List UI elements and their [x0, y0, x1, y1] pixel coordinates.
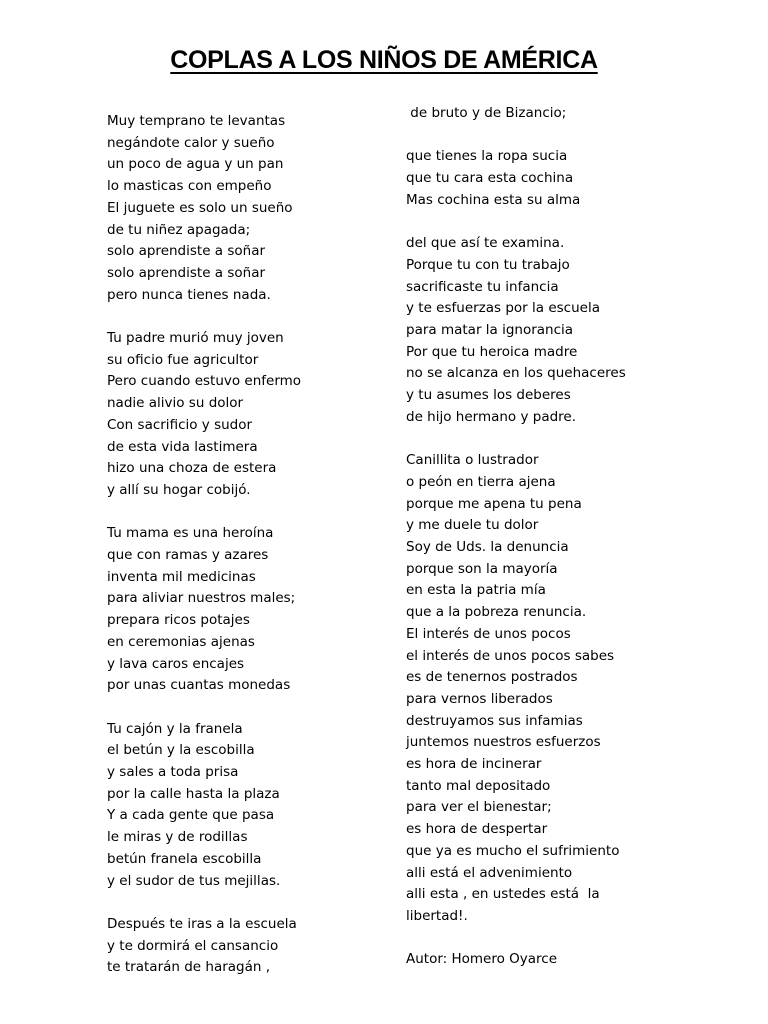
verse-line: juntemos nuestros esfuerzos: [406, 734, 601, 751]
verse-line: que tu cara esta cochina: [406, 170, 574, 187]
verse-line: de bruto y de Bizancio;: [406, 105, 567, 121]
poem-title: COPLAS A LOS NIÑOS DE AMÉRICA: [170, 46, 598, 74]
verse-line: que a la pobreza renuncia.: [406, 604, 587, 621]
verse-line: Muy temprano te levantas: [107, 113, 286, 129]
verse-line: Por que tu heroica madre: [406, 343, 578, 360]
verse-line: es de tenernos postrados: [406, 669, 578, 686]
verse-line: su oficio fue agricultor: [107, 351, 259, 368]
stanza: [406, 103, 706, 125]
verse-line: en esta la patria mía: [406, 582, 546, 599]
author-credit: Autor: Homero Oyarce: [406, 951, 558, 968]
verse-line: de tu niñez apagada;: [107, 221, 251, 238]
verse-line: del que así te examina.: [406, 235, 565, 252]
verse-line: de esta vida lastimera: [107, 438, 258, 455]
verse-line: para ver el bienestar;: [406, 799, 552, 816]
verse-line: o peón en tierra ajena: [406, 473, 556, 490]
verse-line: El juguete es solo un sueño: [107, 199, 293, 216]
verse-line: porque me apena tu pena: [406, 495, 582, 512]
verse-line: destruyamos sus infamias: [406, 712, 583, 729]
verse-line: y sales a toda prisa: [107, 764, 239, 781]
verse-line: Porque tu con tu trabajo: [406, 256, 570, 273]
verse-line: pero nunca tienes nada.: [107, 286, 271, 303]
verse-line: es hora de despertar: [406, 821, 548, 838]
verse-line: y el sudor de tus mejillas.: [107, 872, 281, 889]
stanza: [406, 450, 706, 927]
verse-line: tanto mal depositado: [406, 777, 551, 794]
stanza: [107, 914, 377, 979]
verse-line: libertad!.: [406, 907, 468, 924]
verse-line: para vernos liberados: [406, 690, 553, 707]
stanza: [107, 111, 377, 306]
verse-line: te tratarán de haragán ,: [107, 959, 271, 976]
verse-line: y me duele tu dolor: [406, 517, 539, 534]
verse-line: de hijo hermano y padre.: [406, 408, 577, 425]
verse-line: Pero cuando estuvo enfermo: [107, 373, 302, 390]
verse-line: y te dormirá el cansancio: [107, 937, 279, 954]
verse-line: negándote calor y sueño: [107, 134, 275, 151]
verse-line: alli esta , en ustedes está la: [406, 886, 600, 903]
verse-line: solo aprendiste a soñar: [107, 243, 266, 260]
verse-line: inventa mil medicinas: [107, 568, 256, 585]
verse-line: para aliviar nuestros males;: [107, 590, 296, 607]
verse-line: el betún y la escobilla: [107, 742, 255, 759]
verse-line: sacrificaste tu infancia: [406, 278, 559, 295]
verse-line: que con ramas y azares: [107, 547, 269, 564]
verse-line: lo masticas con empeño: [107, 178, 272, 195]
verse-line: Soy de Uds. la denuncia: [406, 539, 569, 556]
verse-line: y allí su hogar cobijó.: [107, 481, 251, 498]
verse-line: en ceremonias ajenas: [107, 633, 255, 650]
verse-line: es hora de incinerar: [406, 756, 542, 773]
verse-line: Tu cajón y la franela: [107, 720, 243, 737]
verse-line: Después te iras a la escuela: [107, 915, 297, 932]
verse-line: por la calle hasta la plaza: [107, 785, 280, 802]
verse-line: Tu mama es una heroína: [107, 525, 274, 542]
verse-line: un poco de agua y un pan: [107, 156, 284, 173]
verse-line: El interés de unos pocos: [406, 625, 571, 642]
verse-line: y te esfuerzas por la escuela: [406, 300, 600, 317]
verse-line: hizo una choza de estera: [107, 460, 277, 477]
stanza: [406, 949, 706, 971]
stanza: [406, 146, 706, 211]
verse-line: por unas cuantas monedas: [107, 677, 291, 694]
stanza: [107, 523, 377, 697]
verse-line: prepara ricos potajes: [107, 612, 250, 629]
verse-line: le miras y de rodillas: [107, 829, 248, 846]
verse-line: Y a cada gente que pasa: [107, 807, 275, 824]
verse-line: y tu asumes los deberes: [406, 387, 571, 404]
verse-line: que tienes la ropa sucia: [406, 148, 568, 165]
verse-line: Canillita o lustrador: [406, 452, 539, 469]
right-column: [406, 103, 706, 993]
stanza: [406, 233, 706, 428]
verse-line: Mas cochina esta su alma: [406, 191, 581, 208]
verse-line: nadie alivio su dolor: [107, 395, 244, 412]
verse-line: Con sacrificio y sudor: [107, 416, 253, 433]
stanza: [107, 328, 377, 502]
verse-line: porque son la mayoría: [406, 560, 558, 577]
verse-line: para matar la ignorancia: [406, 322, 574, 338]
verse-line: solo aprendiste a soñar: [107, 264, 266, 281]
verse-line: no se alcanza en los quehaceres: [406, 365, 626, 382]
left-column: [107, 111, 377, 1001]
verse-line: que ya es mucho el sufrimiento: [406, 842, 620, 859]
verse-line: alli está el advenimiento: [406, 864, 573, 881]
verse-line: y lava caros encajes: [107, 655, 245, 672]
stanza: [107, 719, 377, 893]
verse-line: el interés de unos pocos sabes: [406, 647, 615, 664]
verse-line: Tu padre murió muy joven: [107, 330, 284, 347]
verse-line: betún franela escobilla: [107, 850, 262, 867]
